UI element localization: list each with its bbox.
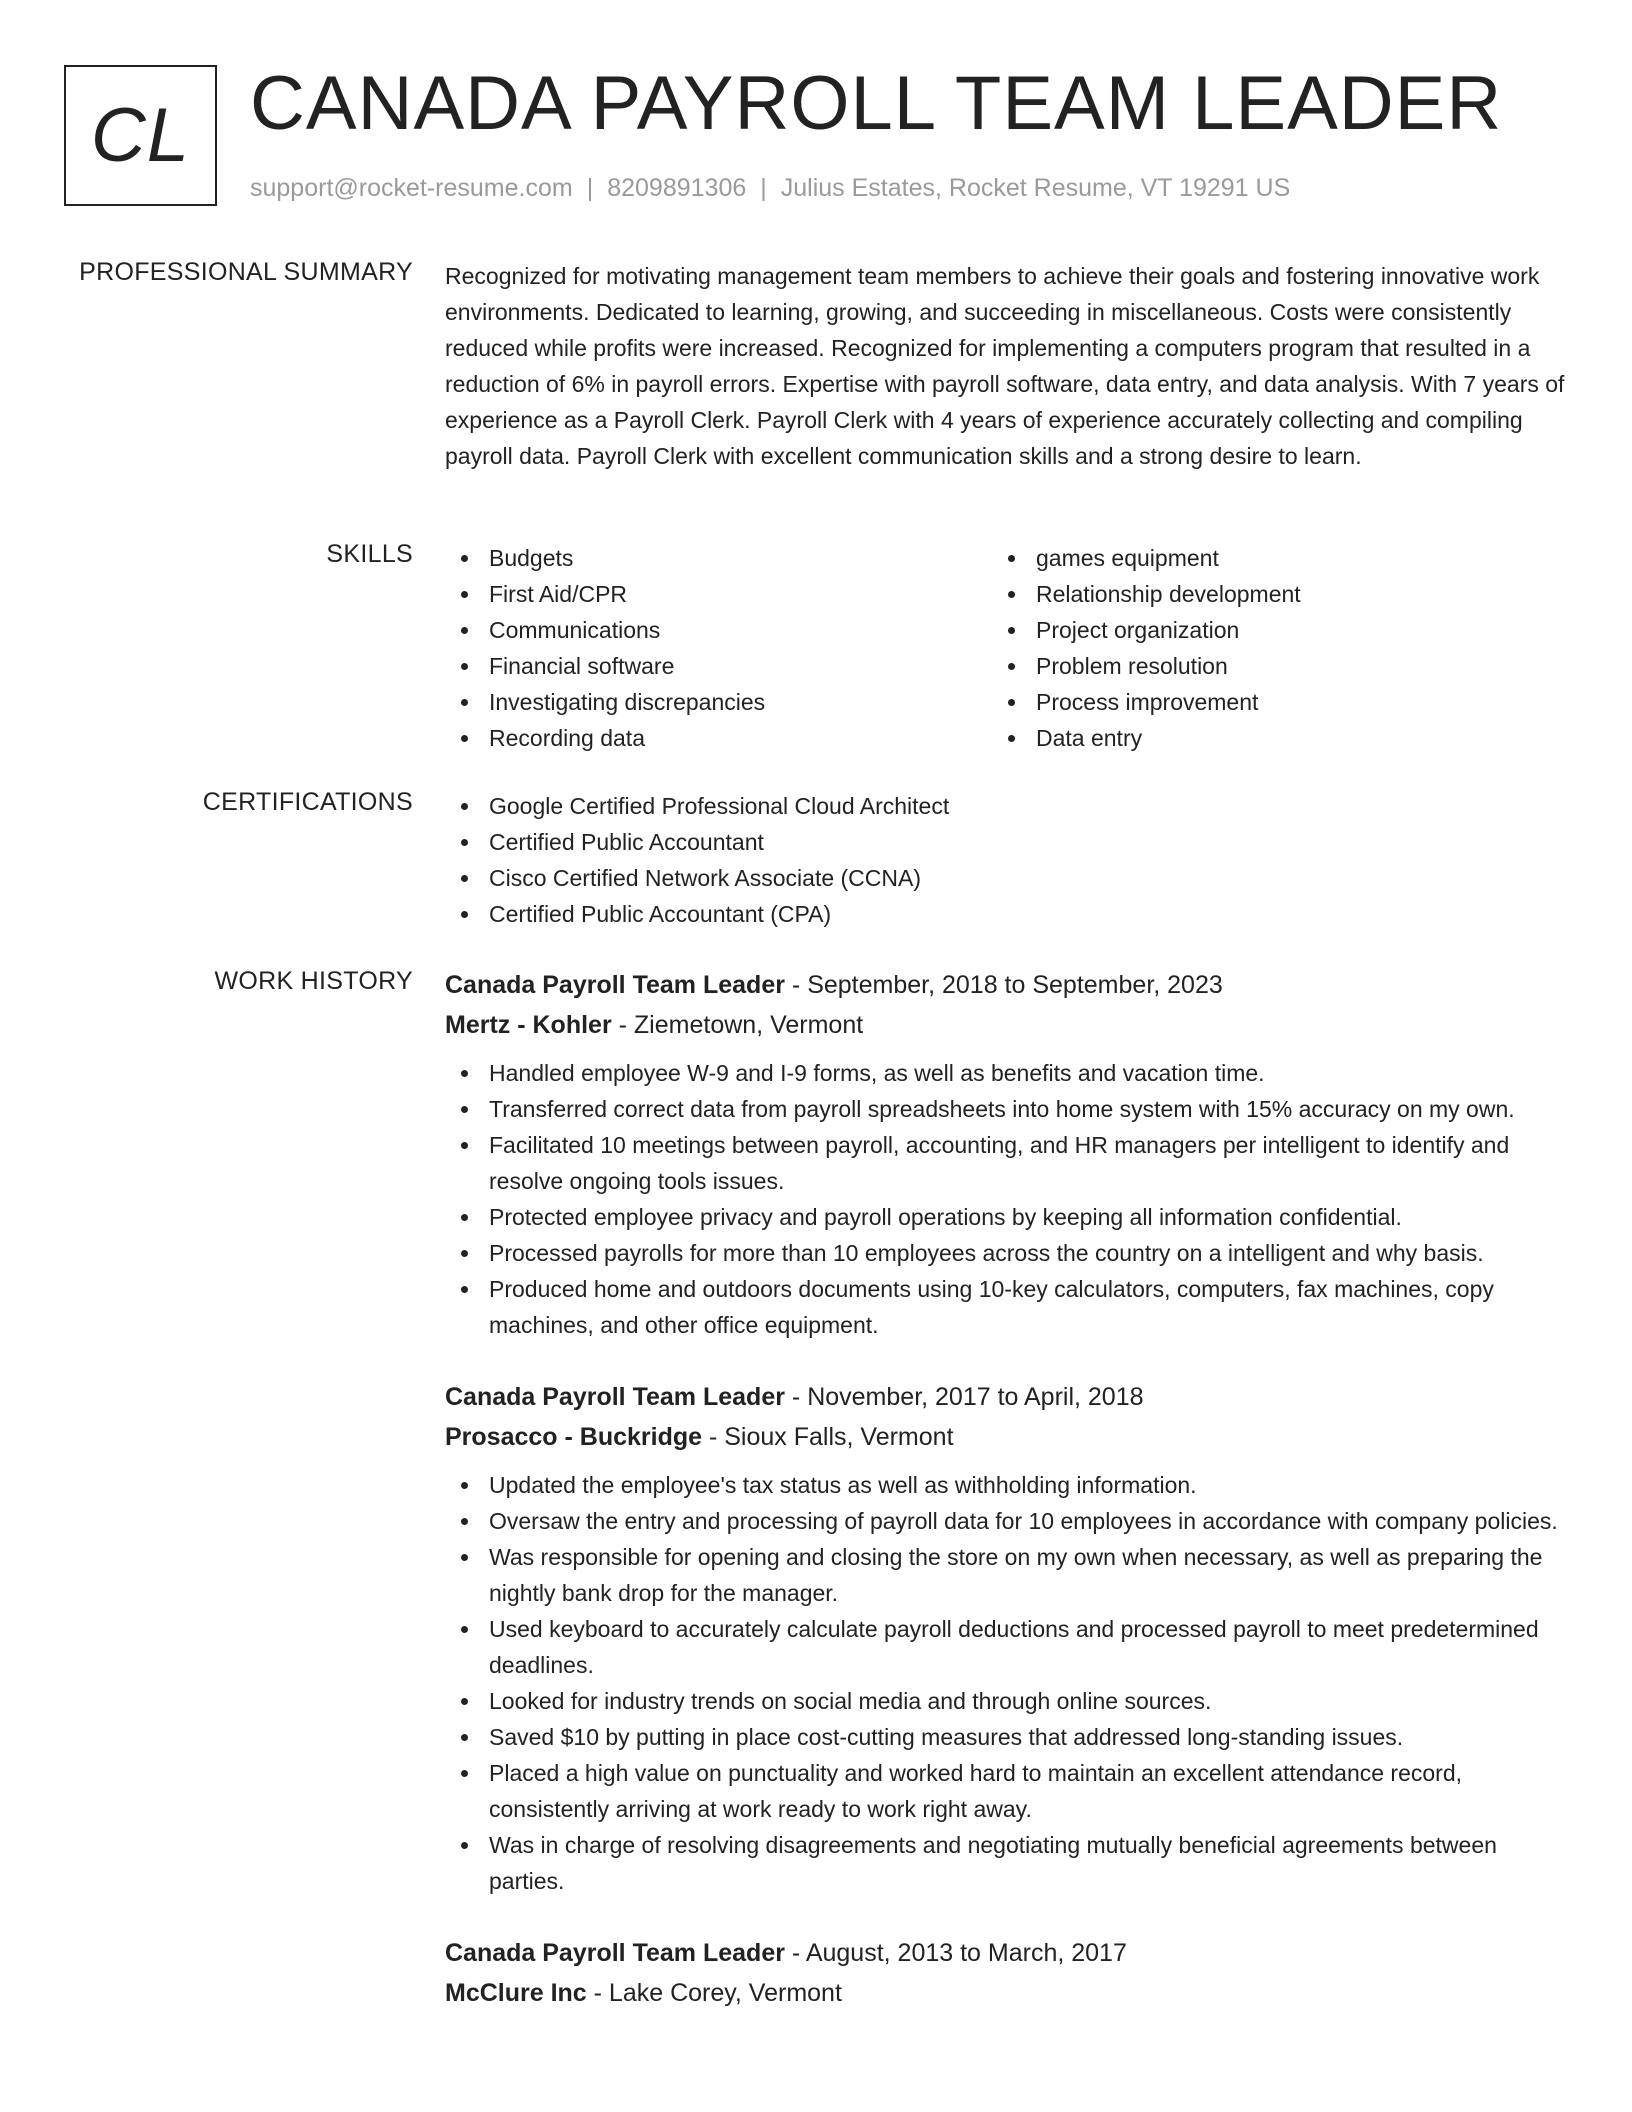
monogram-initials: CL [90,93,191,178]
job-location: - Lake Corey, Vermont [593,1979,842,2007]
job-role-line [445,1933,1565,1973]
job-entry [445,1377,1565,1899]
skill-item: games equipment [992,540,1539,576]
section-title-skills: SKILLS [326,540,413,568]
job-entry [445,965,1565,1343]
job-dates: - September, 2018 to September, 2023 [791,971,1223,999]
job-entry [445,1933,1565,2013]
skill-item: Recording data [445,720,992,756]
skill-item: Budgets [445,540,992,576]
skill-item: Problem resolution [992,648,1539,684]
skill-item: Relationship development [992,576,1539,612]
job-duty-item: Protected employee privacy and payroll operations by keeping all information confidential. [445,1199,1565,1235]
skill-item: Process improvement [992,684,1539,720]
job-company: Mertz - Kohler [445,1011,612,1039]
job-role: Canada Payroll Team Leader [445,1383,785,1411]
contact-phone: 8209891306 [607,174,747,202]
certification-item: Certified Public Accountant [445,824,1565,860]
job-duties-list [445,1055,1565,1343]
job-duty-item: Oversaw the entry and processing of payroll data for 10 employees in accordance with company policies. [445,1503,1565,1539]
job-company-line [445,1005,1565,1045]
skill-item: Project organization [992,612,1539,648]
skill-item: Communications [445,612,992,648]
certification-item: Certified Public Accountant (CPA) [445,896,1565,932]
job-duty-item: Updated the employee's tax status as well as withholding information. [445,1467,1565,1503]
skill-item: Financial software [445,648,992,684]
certification-item: Google Certified Professional Cloud Architect [445,788,1565,824]
contact-separator: | [760,174,767,202]
job-duty-item: Used keyboard to accurately calculate payroll deductions and processed payroll to meet predetermined deadlines. [445,1611,1565,1683]
contact-email: support@rocket-resume.com [250,174,573,202]
job-duty-item: Was in charge of resolving disagreements and negotiating mutually beneficial agreements between parties. [445,1827,1565,1899]
certification-item: Cisco Certified Network Associate (CCNA) [445,860,1565,896]
job-role-line [445,1377,1565,1417]
job-location: - Sioux Falls, Vermont [708,1423,954,1451]
section-title-summary: PROFESSIONAL SUMMARY [79,258,413,286]
skill-item: Data entry [992,720,1539,756]
job-duty-item: Was responsible for opening and closing the store on my own when necessary, as well as preparing the nightly bank drop for the manager. [445,1539,1565,1611]
job-company: Prosacco - Buckridge [445,1423,703,1451]
summary-text: Recognized for motivating management team members to achieve their goals and fostering innovative work environments. Dedicated to learning, growing, and succeeding in miscellaneous. Costs were consistently reduced while profits were increased. Recognized for implementing a computers program that resulted in a reduction of 6% in payroll errors. Expertise with payroll software, data entry, and data analysis. With 7 years of experience as a Payroll Clerk. Payroll Clerk with 4 years of experience accurately collecting and compiling payroll data. Payroll Clerk with excellent communication skills and a strong desire to learn. [445,263,1565,469]
job-duty-item: Produced home and outdoors documents using 10-key calculators, computers, fax machines, copy machines, and other office equipment. [445,1271,1565,1343]
job-role: Canada Payroll Team Leader [445,971,785,999]
skills-list-right [992,540,1539,756]
section-title-certifications: CERTIFICATIONS [202,788,413,816]
job-company-line [445,1973,1565,2013]
contact-line [250,174,1290,203]
contact-separator: | [586,174,594,202]
job-company: McClure Inc [445,1979,587,2007]
job-duty-item: Handled employee W-9 and I-9 forms, as well as benefits and vacation time. [445,1055,1565,1091]
job-duty-item: Looked for industry trends on social media and through online sources. [445,1683,1565,1719]
job-location: - Ziemetown, Vermont [618,1011,864,1039]
section-title-work-history: WORK HISTORY [214,967,413,995]
job-duty-item: Transferred correct data from payroll spreadsheets into home system with 15% accuracy on my own. [445,1091,1565,1127]
certifications-list [445,788,1565,932]
job-role: Canada Payroll Team Leader [445,1939,785,1967]
job-dates: - August, 2013 to March, 2017 [791,1939,1127,1967]
skills-list-left [445,540,992,756]
job-duty-item: Facilitated 10 meetings between payroll, accounting, and HR managers per intelligent to identify and resolve ongoing tools issues. [445,1127,1565,1199]
monogram-badge [64,65,217,206]
skill-item: Investigating discrepancies [445,684,992,720]
job-dates: - November, 2017 to April, 2018 [791,1383,1144,1411]
contact-address: Julius Estates, Rocket Resume, VT 19291 US [780,174,1291,202]
resume-title: CANADA PAYROLL TEAM LEADER [250,61,1503,146]
job-duty-item: Processed payrolls for more than 10 employees across the country on a intelligent and why basis. [445,1235,1565,1271]
job-duty-item: Saved $10 by putting in place cost-cutting measures that addressed long-standing issues. [445,1719,1565,1755]
job-duties-list [445,1467,1565,1899]
skill-item: First Aid/CPR [445,576,992,612]
job-company-line [445,1417,1565,1457]
job-role-line [445,965,1565,1005]
job-duty-item: Placed a high value on punctuality and worked hard to maintain an excellent attendance record, consistently arriving at work ready to work right away. [445,1755,1565,1827]
